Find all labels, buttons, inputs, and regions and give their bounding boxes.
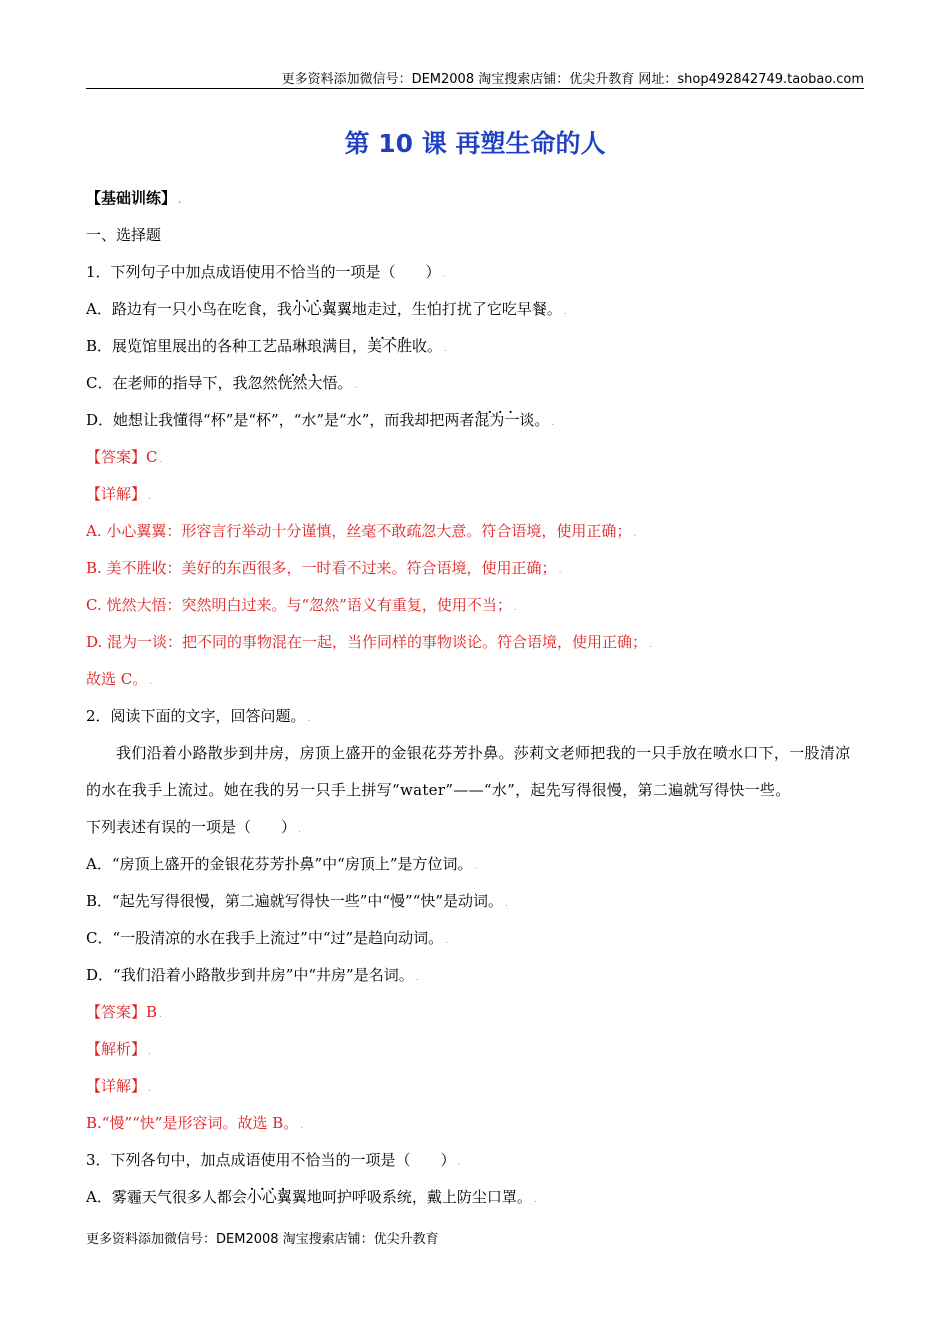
q1-detail-b-text: B. 美不胜收：美好的东西很多，一时看不过来。符合语境，使用正确； [86, 559, 557, 577]
q1-c-post: 。 [337, 374, 353, 392]
q1-answer-text: 【答案】C [86, 448, 158, 466]
q1-b-marked-idiom: · · · · 美不胜收 [367, 337, 427, 355]
q1-c-pre: C．在老师的指导下，我忽然 [86, 374, 278, 392]
q1-conclusion-text: 故选 C。 [86, 670, 148, 688]
q1-stem-text: 1．下列句子中加点成语使用不恰当的一项是（ ） [86, 263, 441, 281]
q2-b-text: B．“起先写得很慢，第二遍就写得快一些”中“慢”“快”是动词。 [86, 892, 504, 910]
q3-stem: 3．下列各句中，加点成语使用不恰当的一项是（ ） . [86, 1151, 461, 1169]
q2-stem-text: 2．阅读下面的文字，回答问题。 [86, 707, 306, 725]
q1-detail-d-text: D. 混为一谈：把不同的事物混在一起，当作同样的事物谈论。符合语境，使用正确； [86, 633, 648, 651]
q3-a-marked-idiom: · · · · 小心翼翼 [247, 1188, 307, 1206]
q2-analysis-label-text: 【解析】 [86, 1040, 147, 1058]
section-label-text: 【基础训练】 [86, 189, 177, 207]
page-title: 第 10 课 再塑生命的人 [344, 129, 606, 158]
q2-detail-text: B.“慢”“快”是形容词。故选 B。 [86, 1114, 299, 1132]
q1-a-post: 地走过，生怕打扰了它吃早餐。 [351, 300, 562, 318]
q2-ask-text: 下列表述有误的一项是（ ） [86, 818, 297, 836]
q2-c-text: C．“一股清凉的水在我手上流过”中“过”是趋向动词。 [86, 929, 444, 947]
q1-detail-a-text: A. 小心翼翼：形容言行举动十分谨慎，丝毫不敢疏忽大意。符合语境，使用正确； [86, 522, 632, 540]
q1-c-marked-idiom: · · · · 恍然大悟 [277, 374, 337, 392]
q1-detail-label-text: 【详解】 [86, 485, 147, 503]
q2-detail-label-text: 【详解】 [86, 1077, 147, 1095]
q2-d-text: D．“我们沿着小路散步到井房”中“井房”是名词。 [86, 966, 414, 984]
document-body [86, 180, 864, 1216]
q1-detail-a: A. 小心翼翼：形容言行举动十分谨慎，丝毫不敢疏忽大意。符合语境，使用正确； . [86, 522, 637, 540]
q3-stem-text: 3．下列各句中，加点成语使用不恰当的一项是（ ） [86, 1151, 456, 1169]
q2-option-d: D．“我们沿着小路散步到井房”中“井房”是名词。 . [86, 966, 419, 984]
q2-answer-text: 【答案】B [86, 1003, 158, 1021]
q1-b-pre: B．展览馆里展出的各种工艺品琳琅满目， [86, 337, 368, 355]
q1-detail-c: C. 恍然大悟：突然明白过来。与“忽然”语义有重复，使用不当； . [86, 596, 517, 614]
q2-analysis-label: 【解析】 . [86, 1040, 151, 1058]
q2-answer: 【答案】B . [86, 1003, 162, 1021]
q2-detail: B.“慢”“快”是形容词。故选 B。 . [86, 1114, 304, 1132]
section-sub [86, 217, 864, 254]
q2-option-b: B．“起先写得很慢，第二遍就写得快一些”中“慢”“快”是动词。 . [86, 892, 508, 910]
q1-stem: 1．下列句子中加点成语使用不恰当的一项是（ ） . [86, 263, 446, 281]
q1-detail-d: D. 混为一谈：把不同的事物混在一起，当作同样的事物谈论。符合语境，使用正确； . [86, 633, 652, 651]
q1-a-pre: A．路边有一只小鸟在吃食，我 [86, 300, 292, 318]
q2-option-a: A．“房顶上盛开的金银花芬芳扑鼻”中“房顶上”是方位词。 . [86, 855, 478, 873]
q2-detail-label: 【详解】 . [86, 1077, 151, 1095]
q1-option-a: A．路边有一只小鸟在吃食，我· · · · 小心翼翼地走过，生怕打扰了它吃早餐。 . [86, 291, 864, 328]
q1-option-c: C．在老师的指导下，我忽然· · · · 恍然大悟。 . [86, 365, 864, 402]
section-label: 【基础训练】 . [86, 189, 182, 207]
q1-b-post: 。 [427, 337, 443, 355]
q2-ask: 下列表述有误的一项是（ ） . [86, 818, 301, 836]
section-sub-text: 一、选择题 [86, 226, 162, 244]
page-header: 更多资料添加微信号：DEM2008 淘宝搜索店铺：优尖升教育 网址：shop492842749.taobao.com [281, 72, 864, 87]
q3-a-pre: A．雾霾天气很多人都会 [86, 1188, 247, 1206]
q2-stem: 2．阅读下面的文字，回答问题。 . [86, 707, 311, 725]
q2-passage [86, 735, 864, 809]
q1-option-d: D．她想让我懂得“杯”是“杯”，“水”是“水”，而我却把两者· · · · 混为一谈。 . [86, 402, 864, 439]
q1-detail-c-text: C. 恍然大悟：突然明白过来。与“忽然”语义有重复，使用不当； [86, 596, 512, 614]
q2-option-c: C．“一股清凉的水在我手上流过”中“过”是趋向动词。 . [86, 929, 449, 947]
q1-d-marked-idiom: · · · · 混为一谈 [474, 411, 534, 429]
q3-option-a: A．雾霾天气很多人都会· · · · 小心翼翼地呵护呼吸系统，戴上防尘口罩。 . [86, 1179, 864, 1216]
header-rule [86, 88, 864, 89]
q3-a-post: 地呵护呼吸系统，戴上防尘口罩。 [306, 1188, 532, 1206]
q2-passage-text: 我们沿着小路散步到井房，房顶上盛开的金银花芬芳扑鼻。莎莉文老师把我的一只手放在喷水口下，一股清凉的水在我手上流过。她在我的另一只手上拼写“water”——“水”，起先写得很慢，第二遍就写得快一些。 [86, 744, 851, 799]
page-footer: 更多资料添加微信号：DEM2008 淘宝搜索店铺：优尖升教育 [86, 1232, 439, 1247]
q1-d-pre: D．她想让我懂得“杯”是“杯”，“水”是“水”，而我却把两者 [86, 411, 475, 429]
q1-detail-label: 【详解】 . [86, 485, 151, 503]
q1-answer: 【答案】C . [86, 448, 163, 466]
q2-a-text: A．“房顶上盛开的金银花芬芳扑鼻”中“房顶上”是方位词。 [86, 855, 473, 873]
q1-d-post: 。 [534, 411, 550, 429]
q1-detail-b: B. 美不胜收：美好的东西很多，一时看不过来。符合语境，使用正确； . [86, 559, 562, 577]
q1-option-b: B．展览馆里展出的各种工艺品琳琅满目，· · · · 美不胜收。 . [86, 328, 864, 365]
q1-conclusion: 故选 C。 . [86, 670, 153, 688]
q1-a-marked-idiom: · · · · 小心翼翼 [292, 300, 352, 318]
